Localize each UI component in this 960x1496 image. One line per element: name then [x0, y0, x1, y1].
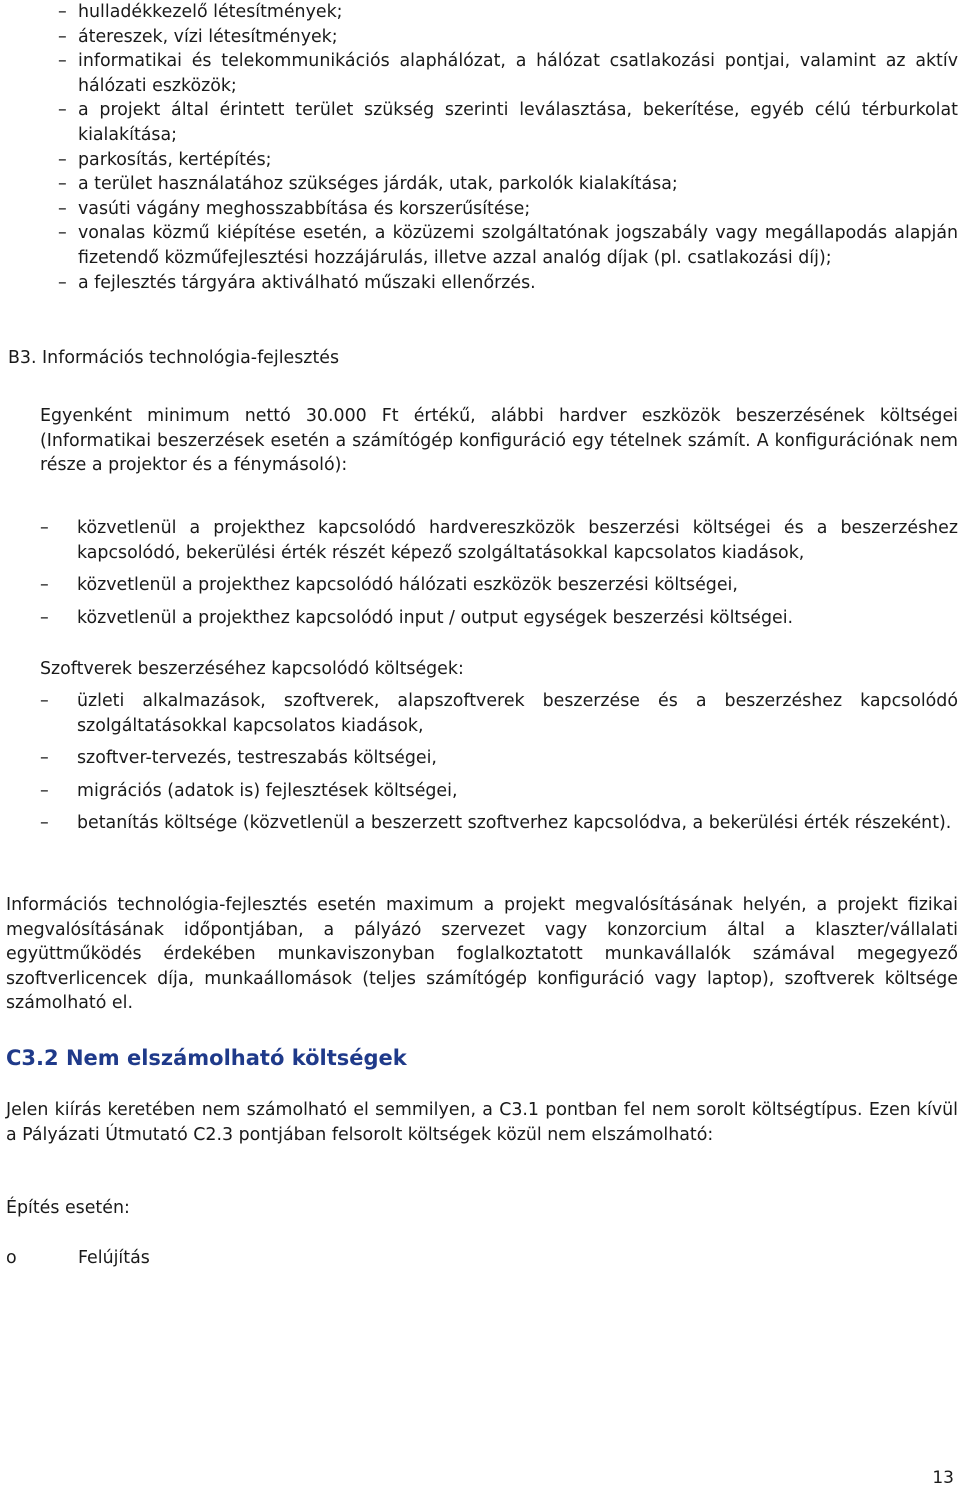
construction-label: Építés esetén:: [6, 1198, 130, 1218]
list-item: [8, 221, 958, 270]
list-item-text: üzleti alkalmazások, szoftverek, alapszoftverek beszerzése és a beszerzéshez kapcsolódó szolgáltatásokkal kapcsolatos kiadások,: [77, 691, 958, 736]
software-list: [40, 689, 958, 836]
dash-marker: –: [40, 691, 49, 711]
list-item: [40, 746, 958, 771]
list-item: [8, 148, 958, 173]
list-item: [40, 516, 958, 565]
dash-marker: –: [58, 198, 67, 219]
dash-marker: –: [58, 272, 67, 293]
list-item-text: a fejlesztés tárgyára aktiválható műszaki ellenőrzés.: [78, 272, 536, 293]
list-item: [40, 779, 958, 804]
list-item-text: hulladékkezelő létesítmények;: [78, 2, 343, 22]
dash-marker: –: [40, 813, 49, 834]
eligible-items-list: [8, 0, 958, 295]
list-item: [8, 25, 958, 50]
list-item-text: vonalas közmű kiépítése esetén, a közüzemi szolgáltatónak jogszabály vagy megállapodás alapján fizetendő közműfejlesztési hozzájárulás, illetve azzal analóg díjak (pl. csatlakozási díj);: [78, 223, 958, 268]
list-item-text: migrációs (adatok is) fejlesztések költségei,: [77, 780, 458, 801]
list-item-text: közvetlenül a projekthez kapcsolódó hardvereszközök beszerzési költségei és a beszerzéshez kapcsolódó, bekerülési érték részét képező szolgáltatásokkal kapcsolatos kiadások,: [77, 518, 958, 563]
dash-marker: –: [58, 149, 67, 170]
list-item-text: a projekt által érintett terület szükség szerinti leválasztása, bekerítése, egyéb célú térburkolat kialakítása;: [78, 100, 958, 145]
dash-marker: –: [58, 2, 67, 22]
dash-marker: –: [40, 607, 49, 628]
dash-marker: –: [40, 575, 49, 596]
list-item: [40, 689, 958, 738]
section-heading-c32: [6, 1046, 407, 1070]
list-item: [8, 0, 958, 25]
software-heading: Szoftverek beszerzéséhez kapcsolódó költségek:: [40, 659, 464, 679]
dash-marker: –: [40, 518, 49, 538]
list-item: [8, 98, 958, 147]
list-item-text: a terület használatához szükséges járdák, utak, parkolók kialakítása;: [78, 174, 678, 195]
dash-marker: –: [58, 26, 67, 47]
list-item: [40, 606, 958, 631]
dash-marker: –: [40, 780, 49, 801]
dash-marker: –: [58, 223, 67, 244]
dash-marker: –: [40, 748, 49, 769]
list-item-text: betanítás költsége (közvetlenül a beszerzett szoftverhez kapcsolódva, a bekerülési érték részeként).: [77, 813, 952, 834]
paragraph-it-development: Információs technológia-fejlesztés esetén maximum a projekt megvalósításának helyén, a projekt fizikai megvalósításának időpontjában, a pályázó szervezet vagy konzorcium által a klaszter/vállalati együttműködés érdekében munkaviszonyban foglalkoztatott munkavállalók számával megegyező szoftverlicencek díja, munkaállomások (teljes számítógép konfiguráció vagy laptop), szoftverek költsége számolható el.: [6, 895, 958, 1014]
bullet-item-text: Felújítás: [78, 1248, 150, 1268]
list-item-text: közvetlenül a projekthez kapcsolódó hálózati eszközök beszerzési költségei,: [77, 575, 738, 596]
paragraph-hardware: Egyenként minimum nettó 30.000 Ft értékű, alábbi hardver eszközök beszerzésének költségei (Informatikai beszerzések esetén a számítógép konfiguráció egy tételnek számít. A konfigurációnak nem része a projektor és a fénymásoló):: [40, 406, 958, 476]
list-item: [8, 49, 958, 98]
list-item: [40, 811, 958, 836]
list-item-text: parkosítás, kertépítés;: [78, 149, 272, 170]
page-number: 13: [932, 1468, 954, 1488]
list-item: [8, 271, 958, 296]
section-heading-b3: B3. Információs technológia-fejlesztés: [8, 348, 340, 368]
circle-bullet-marker: o: [6, 1248, 17, 1268]
list-item: [40, 573, 958, 598]
dash-marker: –: [58, 51, 67, 72]
list-item-text: átereszek, vízi létesítmények;: [78, 26, 338, 47]
paragraph-not-eligible: Jelen kiírás keretében nem számolható el semmilyen, a C3.1 pontban fel nem sorolt költségtípus. Ezen kívül a Pályázati Útmutató C2.3 pontjában felsorolt költségek közül nem elszámolható:: [6, 1100, 958, 1145]
list-item-text: informatikai és telekommunikációs alaphálózat, a hálózat csatlakozási pontjai, valamint az aktív hálózati eszközök;: [78, 51, 958, 96]
list-item: [8, 172, 958, 197]
dash-marker: –: [58, 174, 67, 195]
hardware-list: [40, 516, 958, 630]
list-item-text: vasúti vágány meghosszabbítása és korszerűsítése;: [78, 198, 531, 219]
dash-marker: –: [58, 100, 67, 121]
list-item-text: szoftver-tervezés, testreszabás költségei,: [77, 748, 437, 769]
list-item: [8, 197, 958, 222]
list-item-text: közvetlenül a projekthez kapcsolódó input / output egységek beszerzési költségei.: [77, 607, 794, 628]
section-number: C3.2: [6, 1046, 59, 1070]
section-title: Nem elszámolható költségek: [65, 1046, 407, 1070]
